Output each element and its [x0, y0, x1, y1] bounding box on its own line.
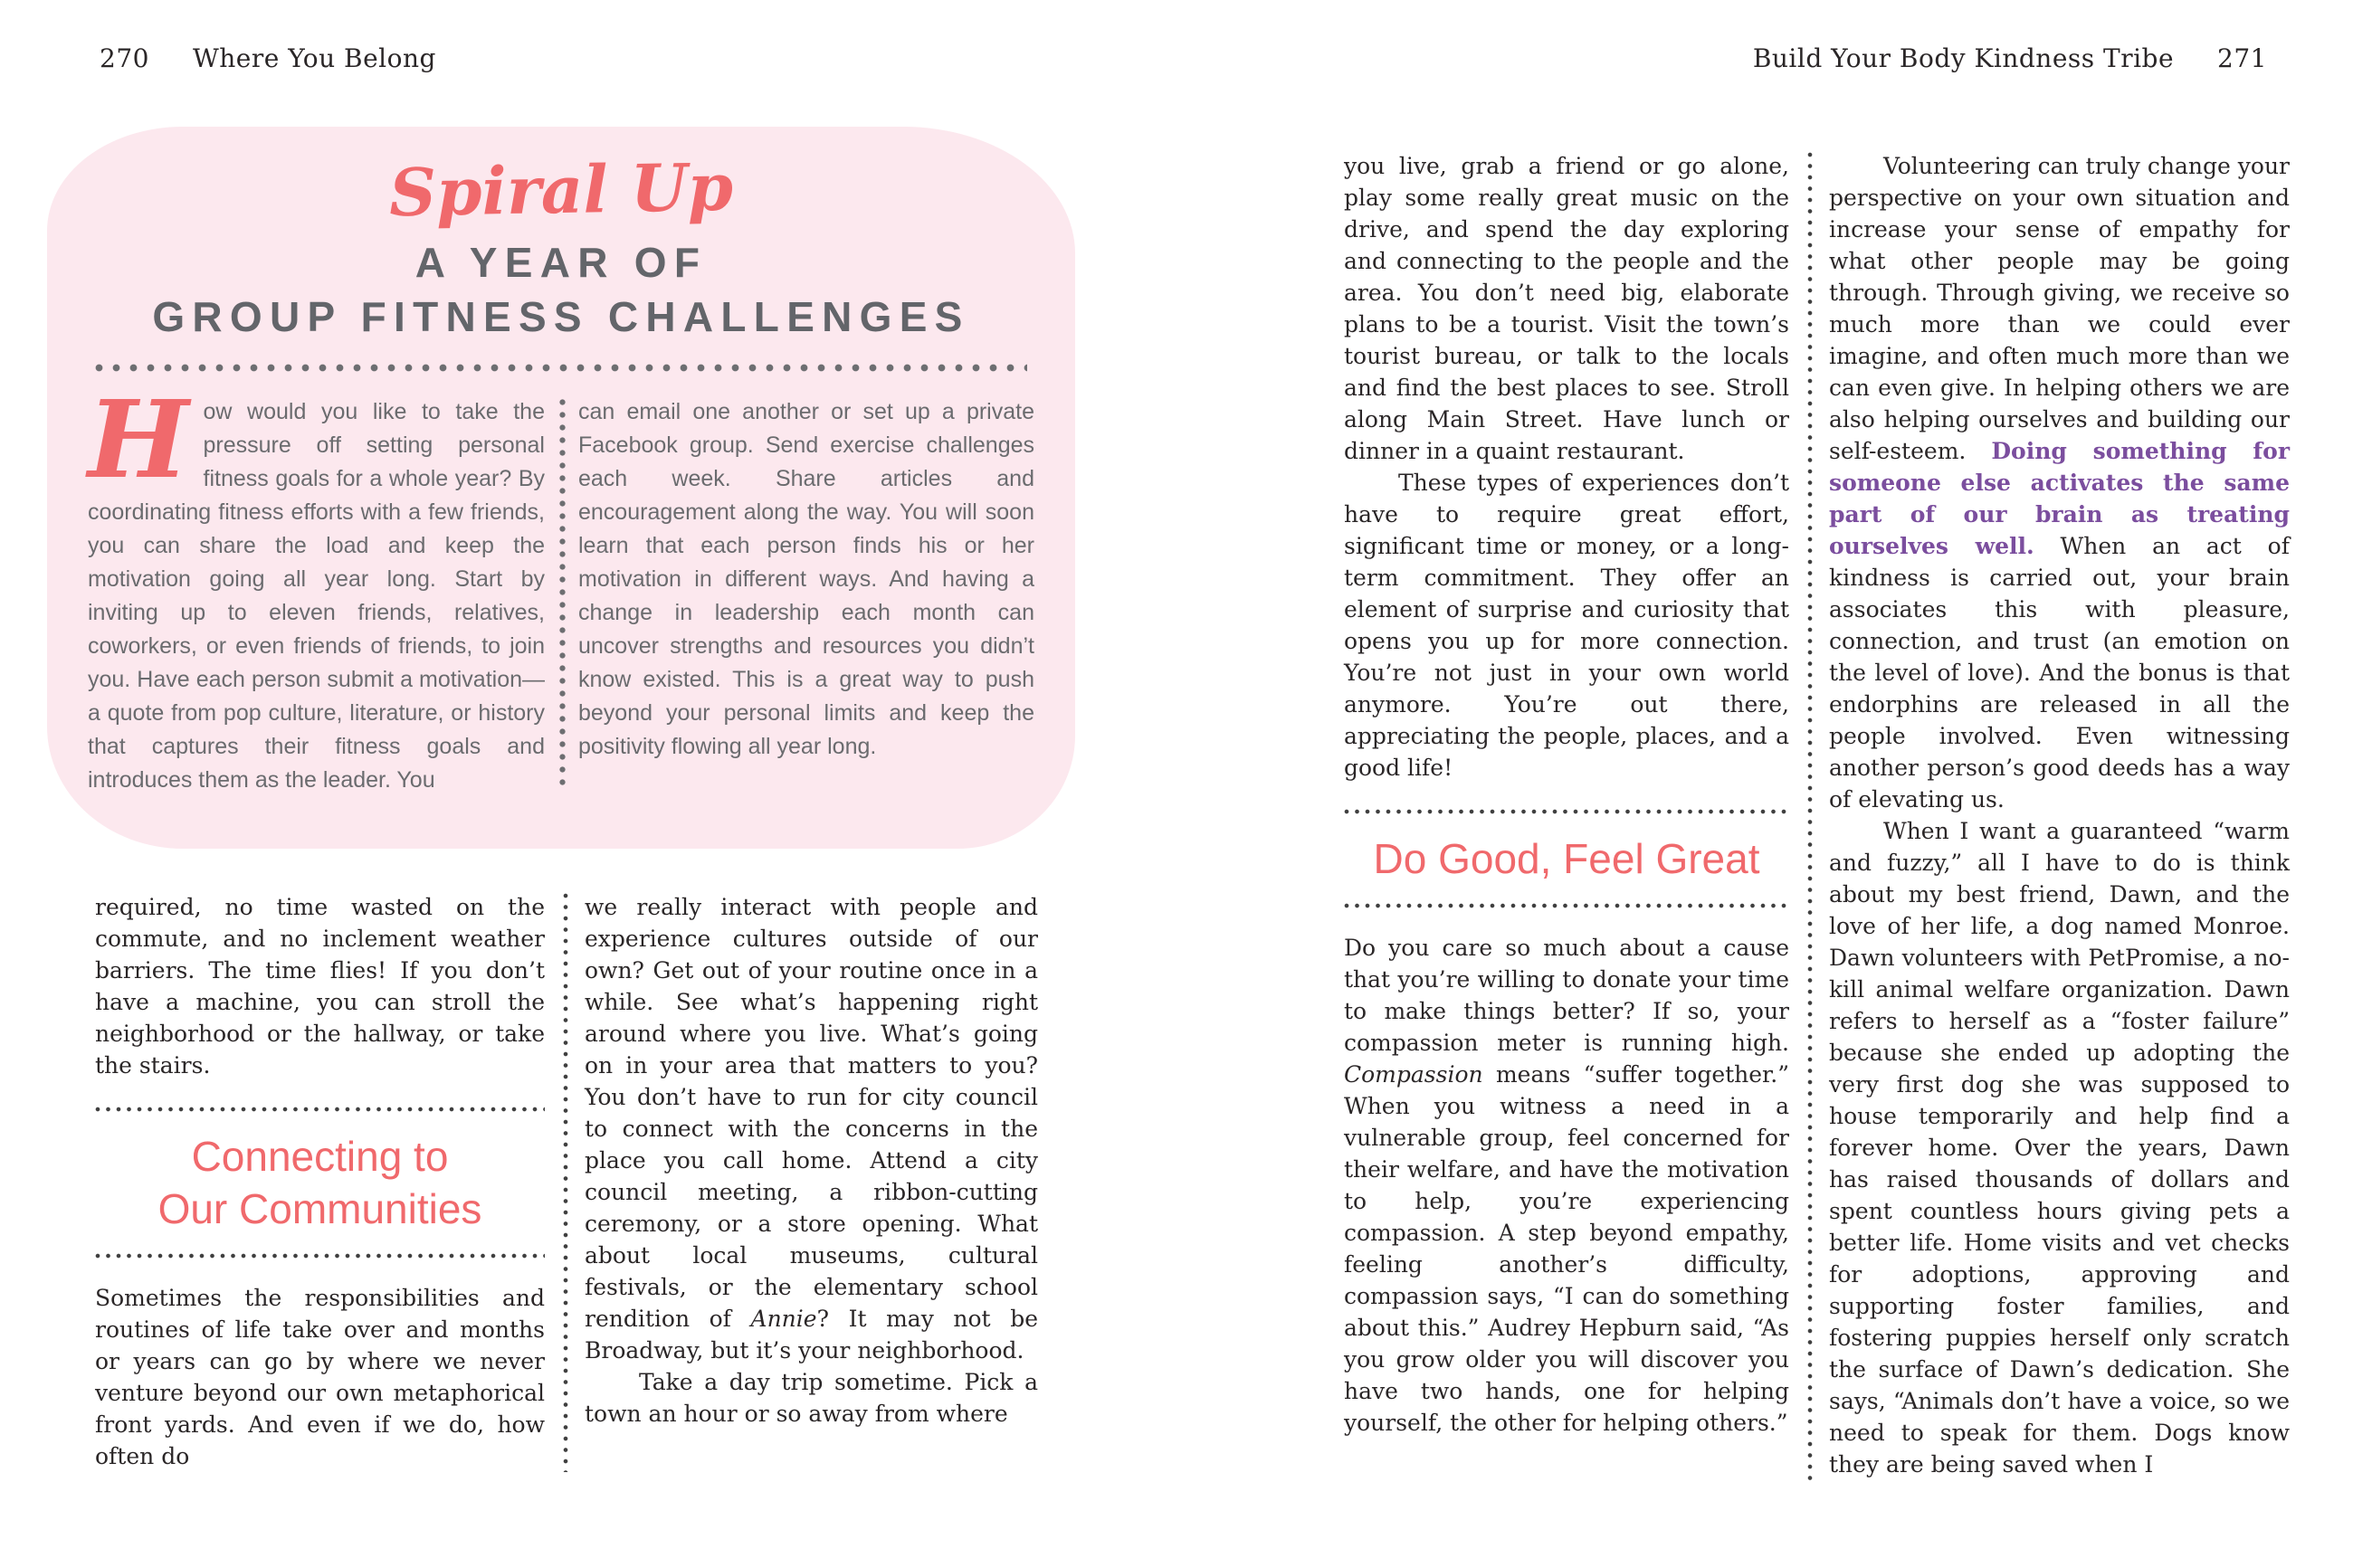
- text-segment: Compassion: [1344, 1061, 1483, 1088]
- text-segment: Volunteering can truly change your perspective on your own situation and increase your sense of empathy for what other people may be going through. Through giving, we receive so much more than we could ever imagine, and often much more than we can even give. In helping others we are also helping ourselves and building our self-esteem.: [1829, 153, 2290, 464]
- feature-intro-left: ow would you like to take the pressure off setting personal fitness goals for a whole year? By coordinating fitness efforts with a few friends, you can share the load and keep the motivation going all year long. Start by inviting up to eleven friends, relatives, coworkers, or even friends of friends, to join you. Have each person submit a motivation—a quote from pop culture, literature, or history that captures their fitness goals and introduces them as the leader. You: [88, 399, 545, 793]
- left-page-number: 270: [100, 43, 149, 73]
- feature-column-right: can email one another or set up a private Facebook group. Send exercise challenges each week. Share articles and encouragement along the way. You will soon learn that each person finds his or her motivation in different ways. And having a change in leadership each month can uncover strengths and resources you didn’t know existed. This is a great way to push beyond your personal limits and keep the positivity flowing all year long.: [578, 399, 1034, 759]
- paragraph: [585, 891, 1038, 1366]
- paragraph: When I want a guaranteed “warm and fuzzy,” all I have to do is think about my best friend, Dawn, and the love of her life, a dog named Monroe. Dawn volunteers with PetPromise, a no-kill animal welfare organization. Dawn refers to herself as a “foster failure” because she ended up adopting the very first dog she was supposed to house temporarily and help find a forever home. Over the years, Dawn has raised thousands of dollars and spent countless hours giving pets a better life. Home visits and vet checks for adoptions, approving and supporting foster families, and fostering puppies herself only scratch the surface of Dawn’s dedication. She says, “Animals don’t have a voice, so we need to speak for them. Dogs know they are being saved when I: [1829, 818, 2290, 1478]
- paragraph: you live, grab a friend or go alone, play some really great music on the drive, and spend the day exploring and connecting to the people and the area. You don’t need big, elaborate plans to be a tourist. Visit the town’s tourist bureau, or talk to the locals and find the best places to see. Stroll along Main Street. Have lunch or dinner in a quaint restaurant.: [1344, 153, 1789, 464]
- text-segment: When an act of kindness is carried out, your brain associates this with pleasure, connection, and trust (an emotion on the level of love). And the bonus is that endorphins are released in all the people involved. Even witnessing another person’s good deeds has a way of elevating us.: [1829, 533, 2290, 813]
- section-heading-line-1: Connecting to: [191, 1133, 449, 1180]
- section-heading-line-2: Our Communities: [157, 1185, 482, 1232]
- text-segment: Do you care so much about a cause that you’re willing to donate your time to make things better? If so, your compassion meter is running high.: [1344, 935, 1789, 1056]
- text-segment: Annie: [750, 1306, 817, 1332]
- paragraph: Take a day trip sometime. Pick a town an hour or so away from where: [585, 1369, 1038, 1427]
- section-rule: [95, 1253, 545, 1259]
- drop-cap: H: [88, 376, 189, 502]
- section-rule: [1344, 903, 1789, 908]
- section-heading-connecting: [95, 1130, 545, 1235]
- right-page-columns: [1344, 150, 2290, 1480]
- paragraph: These types of experiences don’t have to require great effort, significant time or money, or a long-term commitment. They offer an element of surprise and curiosity that opens you up for more connection. You’re not just in your own world anymore. You’re out there, appreciating the people, places, and a good life!: [1344, 470, 1789, 781]
- right-page-column-a: [1344, 150, 1789, 1480]
- feature-script-title: Spiral Up: [388, 147, 734, 232]
- paragraph: [1829, 150, 2290, 815]
- feature-columns: [88, 376, 1034, 797]
- section-rule: [95, 1107, 545, 1112]
- left-page-columns: [95, 891, 1038, 1472]
- column-divider: [563, 893, 568, 1472]
- text-segment: means “suffer together.” When you witness a need in a vulnerable group, feel concerned for their welfare, and have the motivation to help, you’re experiencing compassion. A step beyond empathy, feeling another’s difficulty, compassion says, “I can do something about this.” Audrey Hepburn said, “As you grow older you will discover you have two hands, one for helping yourself, the other for helping others.”: [1344, 1061, 1789, 1436]
- left-page-column-b: [585, 891, 1038, 1472]
- right-running-title: Build Your Body Kindness Tribe: [1752, 43, 2175, 73]
- section-heading-do-good: Do Good, Feel Great: [1373, 835, 1760, 882]
- paragraph: Sometimes the responsibilities and routines of life take over and months or years can go by where we never venture beyond our own metaphorical front yards. And even if we do, how often do: [95, 1285, 545, 1469]
- right-page-column-b: [1829, 150, 2290, 1480]
- left-running-title: Where You Belong: [192, 43, 436, 73]
- paragraph: required, no time wasted on the commute, and no inclement weather barriers. The time flies! If you don’t have a machine, you can stroll the neighborhood or the hallway, or take the stairs.: [95, 894, 545, 1079]
- right-page-number: 271: [2217, 43, 2267, 73]
- paragraph: [1344, 932, 1789, 1439]
- text-segment: we really interact with people and experience cultures outside of our own? Get out of your routine once in a while. See what’s happening right around where you live. What’s going on in your area that matters to you? You don’t have to run for city council to connect with the concerns in the place you call home. Attend a city council meeting, a ribbon-cutting ceremony, or a store opening. What about local museums, cultural festivals, or the elementary school rendition of: [585, 894, 1038, 1332]
- column-divider: [1807, 152, 1813, 1480]
- feature-column-divider: [559, 399, 566, 792]
- feature-column-left: [88, 376, 545, 797]
- left-page-column-a: [95, 891, 545, 1472]
- feature-title-line-1: A YEAR OF: [414, 239, 708, 286]
- feature-box: [47, 127, 1075, 849]
- section-rule: [1344, 809, 1789, 814]
- text-segment: Doing something for someone else activates the same part of our brain as treating ourselves well.: [1829, 438, 2290, 559]
- text-segment: ? It may not be Broadway, but it’s your neighborhood.: [585, 1306, 1038, 1364]
- feature-dotted-rule: [95, 364, 1027, 372]
- feature-title: [47, 235, 1075, 344]
- left-page-header: [100, 43, 436, 73]
- feature-title-line-2: GROUP FITNESS CHALLENGES: [152, 293, 970, 340]
- right-page-header: [1344, 43, 2267, 73]
